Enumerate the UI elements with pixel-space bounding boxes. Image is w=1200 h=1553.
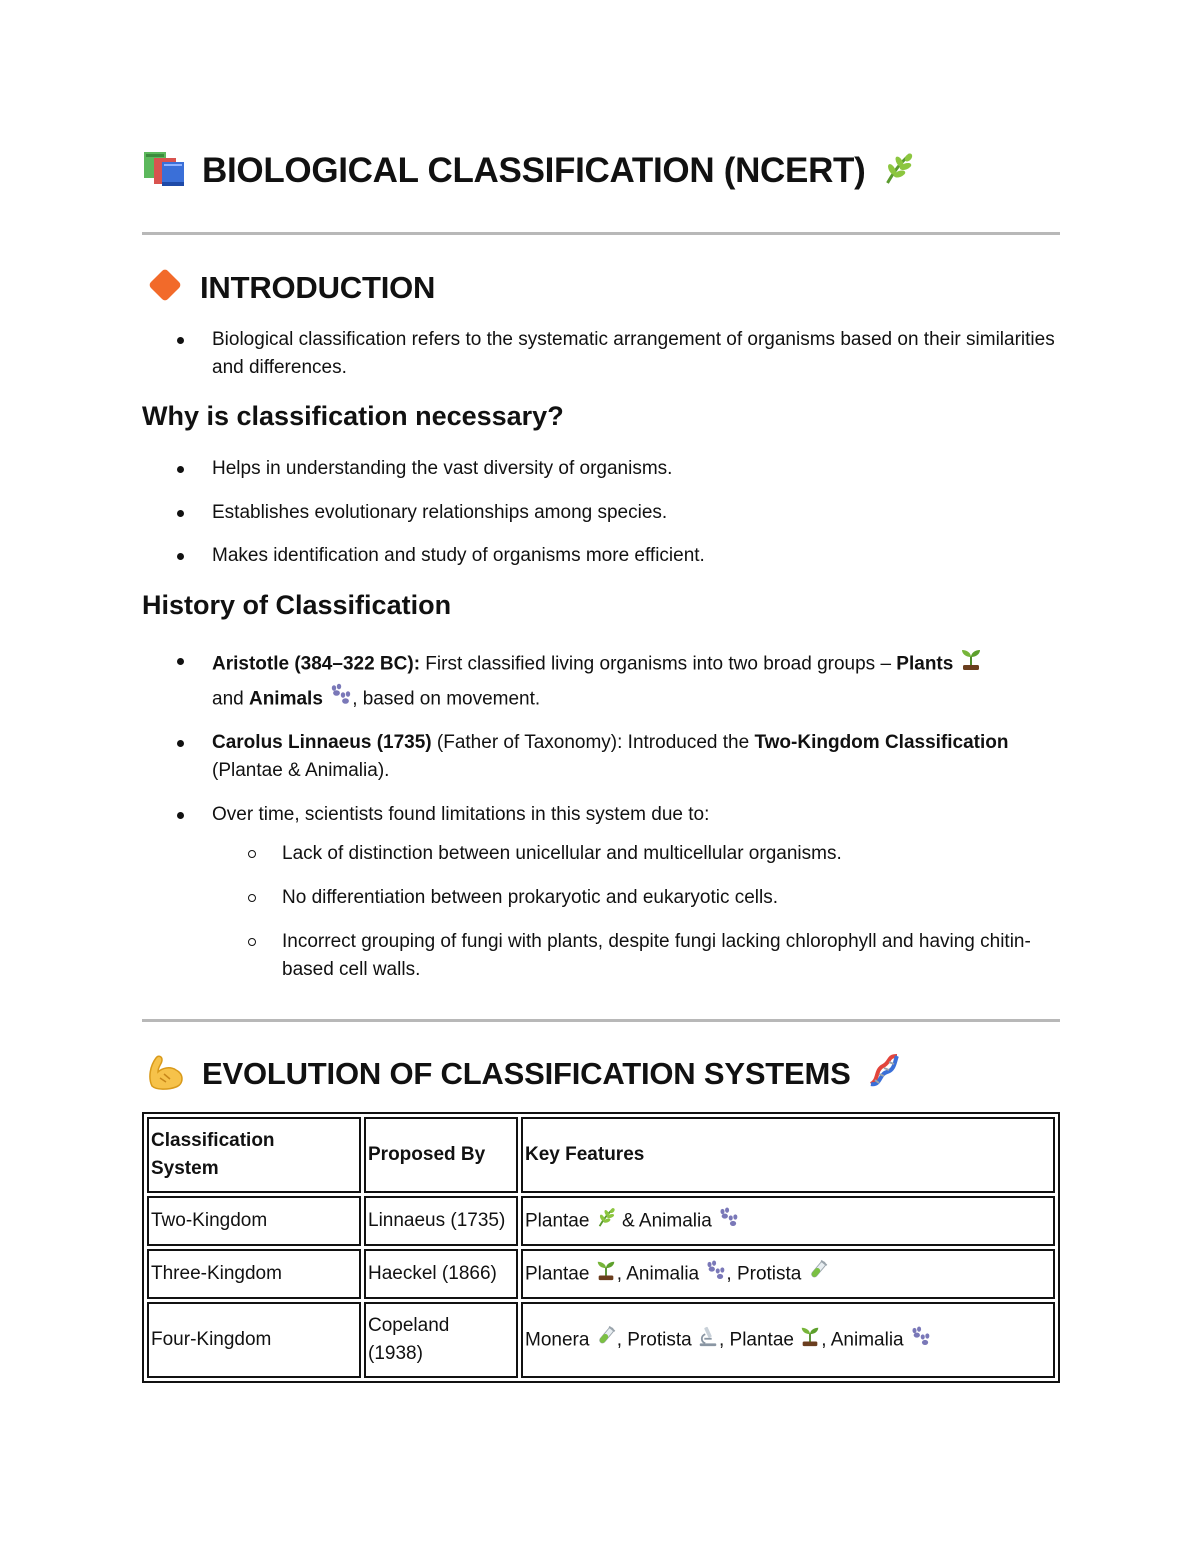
list-item-linnaeus [142, 729, 1060, 785]
header-proposed-by: Proposed By [364, 1117, 518, 1193]
feature-animalia: , Animalia [821, 1329, 904, 1351]
intro-heading: INTRODUCTION [200, 269, 436, 305]
cell-system: Two-Kingdom [147, 1196, 361, 1246]
list-item: Over time, scientists found limitations in this system due to: [142, 801, 1060, 829]
feature-monera: Monera [525, 1329, 590, 1351]
intro-heading-row [146, 266, 435, 309]
paw-prints-icon [704, 1259, 726, 1290]
title-row [142, 148, 916, 193]
cell-key-features [521, 1302, 1055, 1378]
feature-animalia: & Animalia [616, 1210, 712, 1232]
page-title: BIOLOGICAL CLASSIFICATION (NCERT) [202, 150, 866, 190]
feature-protista: , Protista [726, 1263, 802, 1285]
cell-key-features [521, 1249, 1055, 1299]
microscope-icon [697, 1325, 719, 1356]
why-heading: Why is classification necessary? [142, 401, 564, 431]
feature-plantae: Plantae [525, 1210, 590, 1232]
divider [142, 1019, 1060, 1022]
evolution-heading-row [146, 1052, 903, 1095]
cell-proposed-by: Linnaeus (1735) [364, 1196, 518, 1246]
animals-label: Animals [248, 688, 323, 710]
cell-proposed-by: Copeland (1938) [364, 1302, 518, 1378]
seedling-icon [799, 1325, 821, 1356]
table-row [147, 1196, 1055, 1246]
orange-diamond-icon [146, 266, 184, 309]
herb-icon [595, 1206, 617, 1237]
plants-label: Plants [896, 653, 954, 675]
list-item: Establishes evolutionary relationships among species. [142, 499, 1060, 527]
linnaeus-text: (Father of Taxonomy): Introduced the [431, 732, 755, 753]
paw-prints-icon [717, 1206, 739, 1237]
table-row [147, 1302, 1055, 1378]
test-tube-icon [595, 1325, 617, 1356]
limitations-list [142, 840, 1060, 984]
seedling-icon [595, 1259, 617, 1290]
intro-list [142, 326, 1060, 382]
list-item: Makes identification and study of organisms more efficient. [142, 542, 1060, 570]
linnaeus-name: Carolus Linnaeus (1735) [212, 732, 432, 753]
cell-system: Three-Kingdom [147, 1249, 361, 1299]
feature-plantae: , Plantae [718, 1329, 794, 1351]
cell-key-features [521, 1196, 1055, 1246]
history-list [142, 647, 1060, 829]
paw-prints-icon [328, 682, 352, 717]
sub-list-item: Incorrect grouping of fungi with plants, despite fungi lacking chlorophyll and having chitin-based cell walls. [142, 928, 1060, 984]
cell-system: Four-Kingdom [147, 1302, 361, 1378]
list-item-aristotle [142, 647, 1060, 717]
list-item: Biological classification refers to the systematic arrangement of organisms based on their similarities and differences. [142, 326, 1060, 382]
divider [142, 232, 1060, 235]
evolution-heading: EVOLUTION OF CLASSIFICATION SYSTEMS [202, 1055, 851, 1091]
seedling-icon [959, 647, 983, 682]
aristotle-tail: , based on movement. [352, 688, 541, 710]
two-kingdom-label: Two-Kingdom Classification [754, 732, 1009, 753]
classification-table [142, 1112, 1060, 1383]
linnaeus-tail: (Plantae & Animalia). [212, 760, 390, 781]
list-item: Helps in understanding the vast diversity of organisms. [142, 455, 1060, 483]
dna-icon [865, 1052, 903, 1095]
table-row [147, 1249, 1055, 1299]
herb-icon [880, 150, 916, 191]
aristotle-name: Aristotle (384–322 BC): [212, 653, 421, 675]
books-icon [142, 148, 186, 193]
sub-list-item: No differentiation between prokaryotic and eukaryotic cells. [142, 884, 1060, 912]
feature-protista: , Protista [616, 1329, 692, 1351]
and-text: and [212, 688, 249, 710]
sub-list-item: Lack of distinction between unicellular and multicellular organisms. [142, 840, 1060, 868]
feature-animalia: , Animalia [616, 1263, 700, 1285]
test-tube-icon [807, 1259, 829, 1290]
aristotle-text: First classified living organisms into two broad groups – [420, 653, 897, 675]
why-list [142, 455, 1060, 570]
cell-proposed-by: Haeckel (1866) [364, 1249, 518, 1299]
header-classification-system: Classification System [147, 1117, 361, 1193]
paw-prints-icon [909, 1325, 931, 1356]
history-heading: History of Classification [142, 590, 452, 620]
flexed-biceps-icon [146, 1052, 186, 1095]
feature-plantae: Plantae [525, 1263, 590, 1285]
table-header-row [147, 1117, 1055, 1193]
header-key-features: Key Features [521, 1117, 1055, 1193]
